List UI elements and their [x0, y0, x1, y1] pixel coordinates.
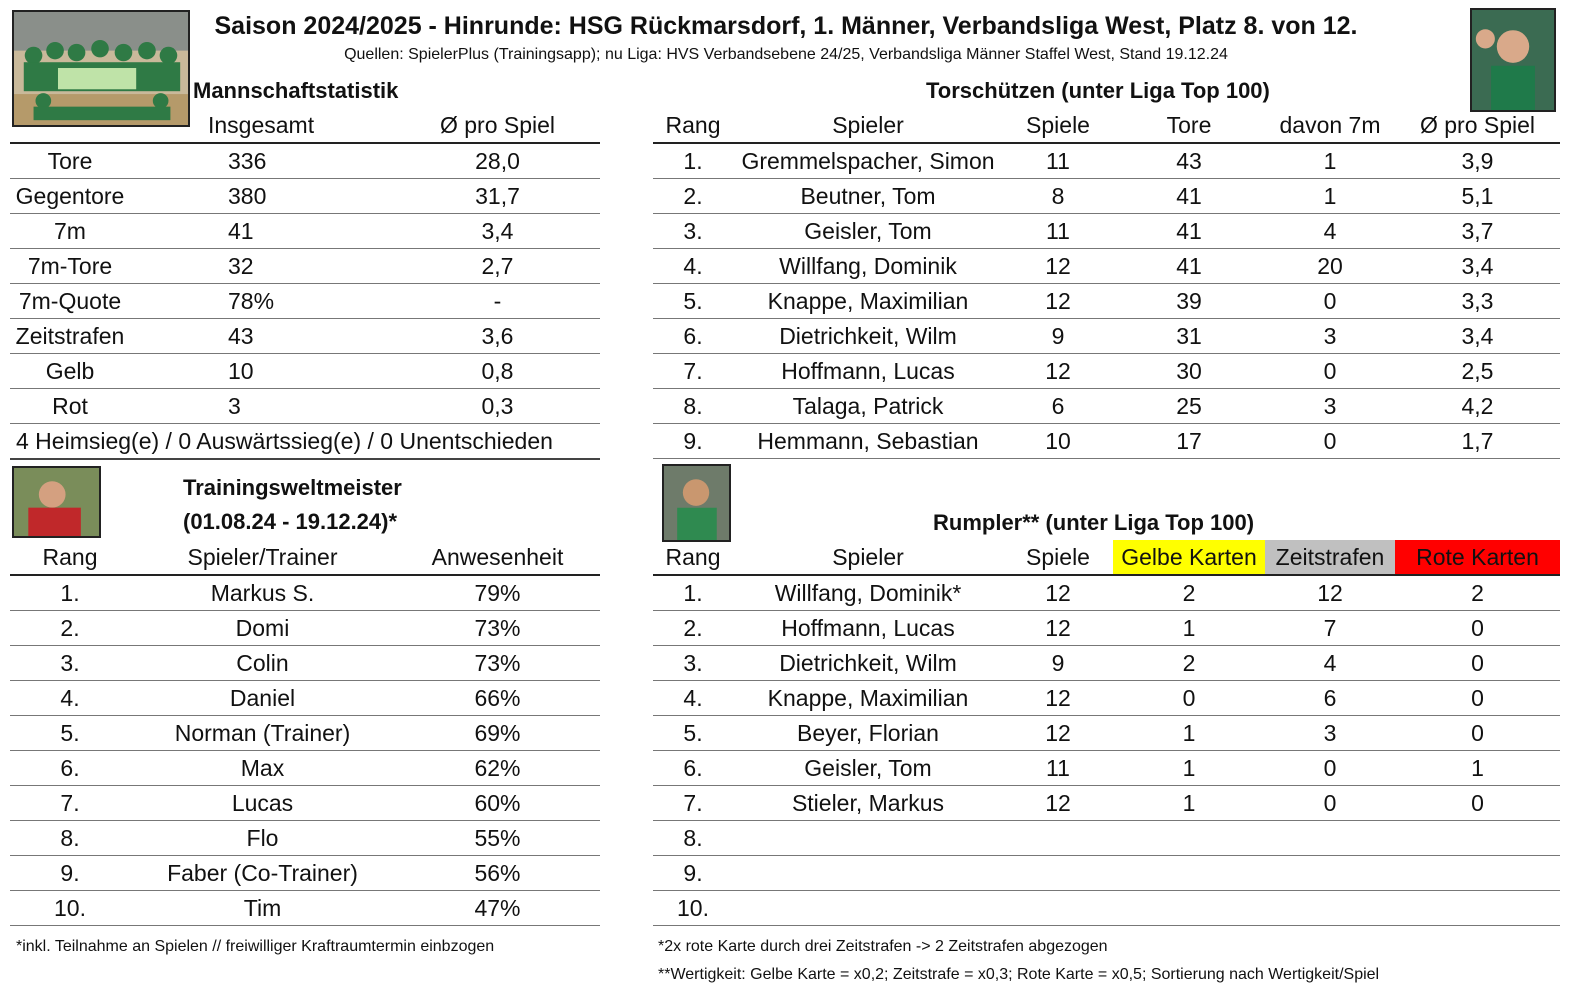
yellow-cards-cell: 1: [1113, 716, 1265, 751]
table-row: [10, 751, 600, 786]
rank-cell: 7.: [653, 786, 733, 821]
rank-cell: 3.: [653, 214, 733, 249]
rank-cell: 10.: [653, 891, 733, 926]
table-row: [653, 319, 1560, 354]
yellow-cards-cell: 1: [1113, 611, 1265, 646]
attendance-cell: 60%: [395, 786, 600, 821]
scorers-table: [653, 108, 1560, 459]
person-cell: Max: [130, 751, 395, 786]
suspensions-cell: 6: [1265, 681, 1395, 716]
stat-avg: 0,8: [395, 354, 600, 389]
suspensions-cell: [1265, 891, 1395, 926]
stat-total: 41: [130, 214, 395, 249]
person-cell: Faber (Co-Trainer): [130, 856, 395, 891]
col-header-total: Insgesamt: [130, 108, 395, 143]
goals-cell: 41: [1113, 179, 1265, 214]
player-photo-top-right: [1470, 8, 1556, 112]
player-cell: Hemmann, Sebastian: [733, 424, 1003, 459]
training-table: [10, 540, 600, 926]
red-cards-cell: 2: [1395, 575, 1560, 611]
table-row: [653, 354, 1560, 389]
training-footnote: *inkl. Teilnahme an Spielen // freiwilliger Kraftraumtermin einbzogen: [16, 938, 495, 955]
rank-cell: 3.: [10, 646, 130, 681]
stat-label: Gelb: [10, 354, 130, 389]
rumpler-footnote-2: **Wertigkeit: Gelbe Karte = x0,2; Zeitstrafe = x0,3; Rote Karte = x0,5; Sortierung nach Wertigkeit/Spiel: [658, 966, 1380, 983]
red-cards-cell: [1395, 891, 1560, 926]
rank-cell: 8.: [653, 389, 733, 424]
table-row: [653, 786, 1560, 821]
team-stats-heading: Mannschaftstatistik: [193, 78, 399, 103]
red-cards-cell: 0: [1395, 716, 1560, 751]
player-cell: Knappe, Maximilian: [733, 284, 1003, 319]
col-header-player: Spieler: [733, 540, 1003, 575]
table-row: [653, 214, 1560, 249]
games-cell: 12: [1003, 575, 1113, 611]
table-row: [653, 575, 1560, 611]
games-cell: 9: [1003, 646, 1113, 681]
yellow-cards-cell: [1113, 891, 1265, 926]
rank-cell: 6.: [653, 751, 733, 786]
red-cards-cell: 0: [1395, 646, 1560, 681]
games-cell: 11: [1003, 214, 1113, 249]
player-cell: Stieler, Markus: [733, 786, 1003, 821]
table-row: [10, 891, 600, 926]
table-row: [10, 354, 600, 389]
yellow-cards-cell: 0: [1113, 681, 1265, 716]
stat-total: 3: [130, 389, 395, 424]
seven-m-cell: 1: [1265, 179, 1395, 214]
table-row: [10, 821, 600, 856]
stat-label: Tore: [10, 143, 130, 179]
table-row: [10, 389, 600, 424]
rank-cell: 6.: [10, 751, 130, 786]
attendance-cell: 73%: [395, 611, 600, 646]
col-header-games: Spiele: [1003, 540, 1113, 575]
games-cell: 12: [1003, 681, 1113, 716]
player-cell: Willfang, Dominik: [733, 249, 1003, 284]
suspensions-cell: 0: [1265, 786, 1395, 821]
avg-cell: 1,7: [1395, 424, 1560, 459]
season-summary: 4 Heimsieg(e) / 0 Auswärtssieg(e) / 0 Unentschieden: [10, 424, 600, 460]
trainer-photo: [12, 466, 101, 538]
rank-cell: 4.: [653, 249, 733, 284]
table-row: [653, 646, 1560, 681]
player-cell: [733, 821, 1003, 856]
player-cell: Dietrichkeit, Wilm: [733, 646, 1003, 681]
stat-avg: 3,6: [395, 319, 600, 354]
person-cell: Daniel: [130, 681, 395, 716]
table-row: [10, 214, 600, 249]
stat-label: Rot: [10, 389, 130, 424]
table-row: [10, 856, 600, 891]
suspensions-cell: 4: [1265, 646, 1395, 681]
seven-m-cell: 3: [1265, 319, 1395, 354]
table-row: [10, 646, 600, 681]
rank-cell: 10.: [10, 891, 130, 926]
stat-total: 380: [130, 179, 395, 214]
seven-m-cell: 20: [1265, 249, 1395, 284]
yellow-cards-cell: 1: [1113, 786, 1265, 821]
table-row: [653, 681, 1560, 716]
goals-cell: 17: [1113, 424, 1265, 459]
goals-cell: 30: [1113, 354, 1265, 389]
table-row: [10, 179, 600, 214]
rank-cell: 6.: [653, 319, 733, 354]
col-header-games: Spiele: [1003, 108, 1113, 143]
table-row: [653, 891, 1560, 926]
player-cell: Talaga, Patrick: [733, 389, 1003, 424]
games-cell: [1003, 856, 1113, 891]
avg-cell: 3,3: [1395, 284, 1560, 319]
table-row: [653, 179, 1560, 214]
games-cell: 12: [1003, 786, 1113, 821]
stat-total: 78%: [130, 284, 395, 319]
rank-cell: 1.: [10, 575, 130, 611]
stat-avg: 0,3: [395, 389, 600, 424]
table-row: [10, 611, 600, 646]
stat-label: Zeitstrafen: [10, 319, 130, 354]
col-header-person: Spieler/Trainer: [130, 540, 395, 575]
rank-cell: 2.: [653, 611, 733, 646]
suspensions-cell: 0: [1265, 751, 1395, 786]
attendance-cell: 73%: [395, 646, 600, 681]
table-row: [10, 681, 600, 716]
rumpler-heading: Rumpler** (unter Liga Top 100): [933, 510, 1255, 535]
suspensions-cell: 12: [1265, 575, 1395, 611]
suspensions-cell: 3: [1265, 716, 1395, 751]
avg-cell: 4,2: [1395, 389, 1560, 424]
games-cell: 6: [1003, 389, 1113, 424]
stat-label: 7m-Quote: [10, 284, 130, 319]
stat-avg: -: [395, 284, 600, 319]
person-cell: Domi: [130, 611, 395, 646]
col-header-red-cards: Rote Karten: [1395, 540, 1560, 575]
person-cell: Colin: [130, 646, 395, 681]
avg-cell: 2,5: [1395, 354, 1560, 389]
games-cell: [1003, 821, 1113, 856]
player-cell: Beyer, Florian: [733, 716, 1003, 751]
player-cell: Willfang, Dominik*: [733, 575, 1003, 611]
games-cell: 11: [1003, 143, 1113, 179]
col-header-empty: [10, 108, 130, 143]
table-row: [10, 716, 600, 751]
col-header-rank: Rang: [653, 108, 733, 143]
rank-cell: 2.: [10, 611, 130, 646]
table-row: [10, 143, 600, 179]
suspensions-cell: [1265, 821, 1395, 856]
rank-cell: 3.: [653, 646, 733, 681]
attendance-cell: 62%: [395, 751, 600, 786]
stat-avg: 2,7: [395, 249, 600, 284]
seven-m-cell: 0: [1265, 284, 1395, 319]
seven-m-cell: 4: [1265, 214, 1395, 249]
stat-label: 7m: [10, 214, 130, 249]
table-row: [653, 611, 1560, 646]
table-row: [10, 575, 600, 611]
rank-cell: 2.: [653, 179, 733, 214]
rumpler-footnote-1: *2x rote Karte durch drei Zeitstrafen -> 2 Zeitstrafen abgezogen: [658, 938, 1108, 955]
attendance-cell: 56%: [395, 856, 600, 891]
yellow-cards-cell: [1113, 821, 1265, 856]
stat-avg: 31,7: [395, 179, 600, 214]
training-heading-line2: (01.08.24 - 19.12.24)*: [183, 509, 398, 534]
player-cell: [733, 891, 1003, 926]
games-cell: 9: [1003, 319, 1113, 354]
player-cell: Hoffmann, Lucas: [733, 611, 1003, 646]
table-row: [653, 856, 1560, 891]
rank-cell: 5.: [10, 716, 130, 751]
goals-cell: 25: [1113, 389, 1265, 424]
col-header-goals: Tore: [1113, 108, 1265, 143]
page-title: Saison 2024/2025 - Hinrunde: HSG Rückmarsdorf, 1. Männer, Verbandsliga West, Platz 8. von 12.: [214, 12, 1358, 40]
red-cards-cell: [1395, 821, 1560, 856]
attendance-cell: 47%: [395, 891, 600, 926]
red-cards-cell: [1395, 856, 1560, 891]
seven-m-cell: 0: [1265, 354, 1395, 389]
table-row: [653, 751, 1560, 786]
avg-cell: 3,7: [1395, 214, 1560, 249]
rank-cell: 8.: [10, 821, 130, 856]
goals-cell: 41: [1113, 249, 1265, 284]
player-cell: Knappe, Maximilian: [733, 681, 1003, 716]
games-cell: 11: [1003, 751, 1113, 786]
attendance-cell: 79%: [395, 575, 600, 611]
games-cell: 12: [1003, 611, 1113, 646]
games-cell: [1003, 891, 1113, 926]
seven-m-cell: 3: [1265, 389, 1395, 424]
stat-total: 43: [130, 319, 395, 354]
table-row: [653, 284, 1560, 319]
stat-avg: 28,0: [395, 143, 600, 179]
col-header-avg: Ø pro Spiel: [395, 108, 600, 143]
col-header-rank: Rang: [10, 540, 130, 575]
stat-total: 10: [130, 354, 395, 389]
red-cards-cell: 0: [1395, 786, 1560, 821]
table-row: [10, 249, 600, 284]
table-row: [653, 389, 1560, 424]
rumpler-photo: [662, 464, 731, 542]
table-row: [653, 716, 1560, 751]
goals-cell: 31: [1113, 319, 1265, 354]
stat-label: Gegentore: [10, 179, 130, 214]
red-cards-cell: 1: [1395, 751, 1560, 786]
rank-cell: 7.: [653, 354, 733, 389]
person-cell: Markus S.: [130, 575, 395, 611]
rank-cell: 9.: [10, 856, 130, 891]
player-cell: Gremmelspacher, Simon: [733, 143, 1003, 179]
suspensions-cell: [1265, 856, 1395, 891]
table-row: [10, 319, 600, 354]
avg-cell: 3,9: [1395, 143, 1560, 179]
red-cards-cell: 0: [1395, 611, 1560, 646]
rank-cell: 1.: [653, 143, 733, 179]
table-row: [653, 249, 1560, 284]
rank-cell: 9.: [653, 424, 733, 459]
games-cell: 12: [1003, 249, 1113, 284]
rank-cell: 9.: [653, 856, 733, 891]
person-cell: Lucas: [130, 786, 395, 821]
player-cell: Geisler, Tom: [733, 214, 1003, 249]
player-cell: Dietrichkeit, Wilm: [733, 319, 1003, 354]
col-header-7m: davon 7m: [1265, 108, 1395, 143]
stat-label: 7m-Tore: [10, 249, 130, 284]
games-cell: 12: [1003, 284, 1113, 319]
games-cell: 8: [1003, 179, 1113, 214]
page-subtitle: Quellen: SpielerPlus (Trainingsapp); nu Liga: HVS Verbandsebene 24/25, Verbandsliga Männer Staffel West, Stand 19.12.24: [344, 46, 1228, 63]
table-row: [10, 284, 600, 319]
avg-cell: 3,4: [1395, 319, 1560, 354]
rank-cell: 7.: [10, 786, 130, 821]
person-cell: Tim: [130, 891, 395, 926]
seven-m-cell: 0: [1265, 424, 1395, 459]
col-header-attendance: Anwesenheit: [395, 540, 600, 575]
games-cell: 10: [1003, 424, 1113, 459]
attendance-cell: 66%: [395, 681, 600, 716]
rank-cell: 4.: [653, 681, 733, 716]
player-cell: [733, 856, 1003, 891]
attendance-cell: 69%: [395, 716, 600, 751]
seven-m-cell: 1: [1265, 143, 1395, 179]
goals-cell: 39: [1113, 284, 1265, 319]
rank-cell: 8.: [653, 821, 733, 856]
col-header-yellow-cards: Gelbe Karten: [1113, 540, 1265, 575]
scorers-heading: Torschützen (unter Liga Top 100): [926, 78, 1270, 103]
table-row: [653, 821, 1560, 856]
table-row: [653, 424, 1560, 459]
table-row: [653, 143, 1560, 179]
team-stats-table: [10, 108, 600, 460]
avg-cell: 3,4: [1395, 249, 1560, 284]
rank-cell: 4.: [10, 681, 130, 716]
goals-cell: 43: [1113, 143, 1265, 179]
games-cell: 12: [1003, 354, 1113, 389]
avg-cell: 5,1: [1395, 179, 1560, 214]
col-header-suspensions: Zeitstrafen: [1265, 540, 1395, 575]
col-header-avg: Ø pro Spiel: [1395, 108, 1560, 143]
col-header-rank: Rang: [653, 540, 733, 575]
rumpler-table: [653, 540, 1560, 926]
yellow-cards-cell: 2: [1113, 575, 1265, 611]
player-cell: Hoffmann, Lucas: [733, 354, 1003, 389]
person-cell: Norman (Trainer): [130, 716, 395, 751]
suspensions-cell: 7: [1265, 611, 1395, 646]
person-cell: Flo: [130, 821, 395, 856]
table-row: [10, 786, 600, 821]
stat-total: 336: [130, 143, 395, 179]
rank-cell: 5.: [653, 716, 733, 751]
yellow-cards-cell: 2: [1113, 646, 1265, 681]
rank-cell: 1.: [653, 575, 733, 611]
yellow-cards-cell: 1: [1113, 751, 1265, 786]
training-heading-line1: Trainingsweltmeister: [183, 475, 402, 500]
player-cell: Beutner, Tom: [733, 179, 1003, 214]
rank-cell: 5.: [653, 284, 733, 319]
stat-avg: 3,4: [395, 214, 600, 249]
attendance-cell: 55%: [395, 821, 600, 856]
games-cell: 12: [1003, 716, 1113, 751]
goals-cell: 41: [1113, 214, 1265, 249]
yellow-cards-cell: [1113, 856, 1265, 891]
stat-total: 32: [130, 249, 395, 284]
player-cell: Geisler, Tom: [733, 751, 1003, 786]
red-cards-cell: 0: [1395, 681, 1560, 716]
col-header-player: Spieler: [733, 108, 1003, 143]
